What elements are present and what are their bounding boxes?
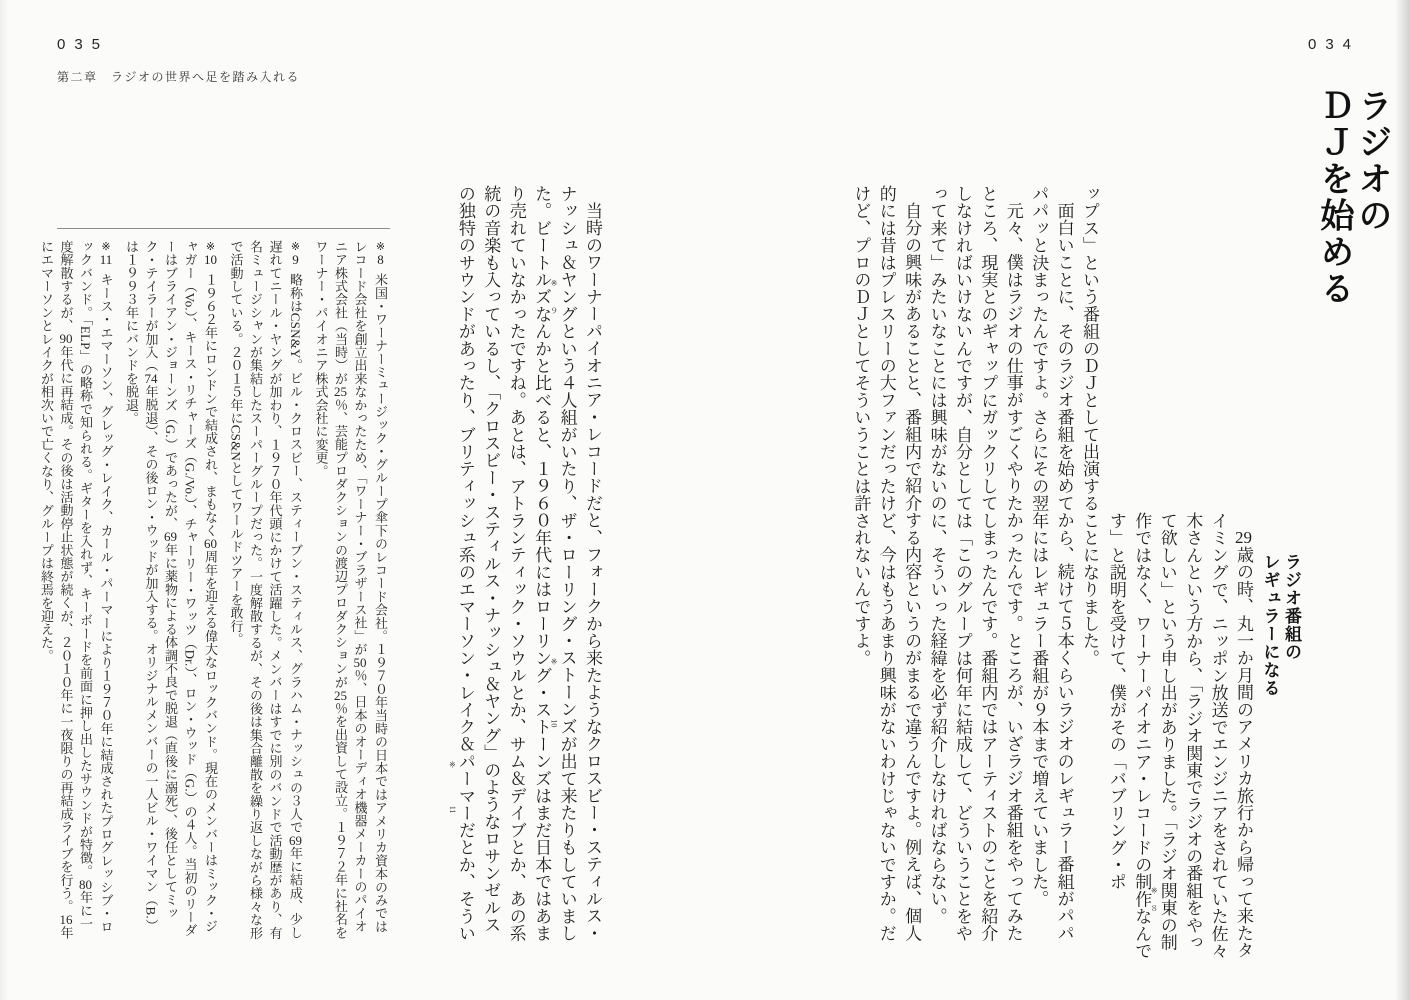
tatechuyoko-number: 60 <box>204 537 217 551</box>
footnote: ※8米国・ワーナーミュージック・グループ傘下のレコード会社。１９７０年当時の日本ではアメリカ資本のみではレコード会社を創立出来なかったため、「ワーナー・ブラザース社」が50％、日本のオーディオ機器メーカーのパイオニア株式会社（当時）が25％、芸能プロダクションの渡辺プロダクションが25％を出資して設立。１９７２年に社名をワーナー・パイオニア株式会社に変更。 <box>313 240 388 940</box>
page-edge-shadow-right <box>1395 0 1410 1000</box>
paragraph: 面白いことに、そのラジオ番組を始めてから、続けて５本くらいラジオのレギュラー番組がパパパパッと決まったんですよ。さらにその翌年にはレギュラー番組が９本まで増えていました。 <box>1029 185 1074 942</box>
tatechuyoko-number: 16 <box>59 913 73 927</box>
page-edge-shadow-left <box>0 0 9 1000</box>
footnote-reference: ストーンズ※10 <box>549 649 577 736</box>
tatechuyoko-number: 74 <box>144 372 158 385</box>
tatechuyoko-number: 69 <box>289 833 302 847</box>
tatechuyoko-number: 50 <box>353 655 367 669</box>
paragraph: 29歳の時、丸一か月間のアメリカ旅行から帰って来たタイミングで、ニッポン放送でエンジニアをされていた佐々木さんという方から、「ラジオ関東でラジオの番組をやって欲しい」という申し出がありました。「ラジオ関東※８の制作ではなく、ワーナーパイオニア・レコードの制作なんです」と説明を受けて、僕がその「バブリング・ポ <box>1106 512 1253 960</box>
chapter-title-line: ＤＪを始める <box>1315 88 1352 307</box>
chapter-title-line: ラジオの <box>1353 88 1390 234</box>
section-heading-line: ラジオ番組の <box>1282 553 1301 661</box>
page-number-left: 035 <box>57 36 110 53</box>
section-heading-line: レギュラーになる <box>1260 553 1280 697</box>
tatechuyoko-number: 80 <box>79 877 92 891</box>
footnotes <box>39 240 390 940</box>
footnote: ※11キース・エマーソン、グレッグ・レイク、カール・パーマーにより１９７０年に結成されたプログレッシブ・ロックバンド。「ELP」の略称で知られる。ギターを入れず、キーボードを前面に押し出したサウンドが特徴。80年に一度解散するが、90年代に再結成。その後は活動停止状態が続くが、２０１０年に一夜限りの再結成ライブを行う。16年にエマーソンとレイクが相次いで亡くなり、グループは終焉を迎えた。 <box>39 240 114 940</box>
footnote-divider-rule <box>57 228 390 229</box>
tatechuyoko-number: 29 <box>1235 529 1252 546</box>
chapter-header: 第二章 ラジオの世界へ足を踏み入れる <box>57 70 301 84</box>
tatechuyoko-number: 25 <box>334 385 347 399</box>
chapter-title <box>1314 88 1390 418</box>
page-number-right: 034 <box>1308 36 1361 53</box>
footnote-reference: 関東※８ <box>1149 881 1177 917</box>
footnote-reference: ヤング※９ <box>549 271 577 323</box>
tatechuyoko-number: 69 <box>164 530 177 544</box>
footnote: ※9略称はCSN&Y。ビル・クロスビー、スティーブン・スティルス、グラハム・ナッシュの３人で69年に結成、少し遅れてニール・ヤングが加わり、１９７０年代頭にかけて活躍した。メンバーはすでに別のバンドで活動歴があり、有名ミュージシャンが集結したスーパーグループだった。一度解散するが、その後は集合離散を繰り返しながら様々な形で活動している。２０１５年にCS&Nとしてワールドツアーを敢行。 <box>228 240 303 940</box>
body-text-right-upper <box>1103 512 1256 964</box>
body-text-left <box>440 185 605 947</box>
paragraph: 自分の興味があることと、番組内で紹介する内容というのがまるで違うんですよ。例えば、個人的には昔はプレスリーの大ファンだったけど、今はもうあまり興味がないわけじゃないですか。だけど、プロのＤＪとしてそういうことは許されないんですよ。 <box>851 185 922 942</box>
footnote-number: ※9 <box>289 240 301 267</box>
section-heading <box>1259 553 1302 733</box>
paragraph: 元々、僕はラジオの仕事がすごくやりたかったんです。ところが、いざラジオ番組をやってみたところ、現実とのギャップにガックリしてしまったんです。番組内ではアーティストのことを紹介しなければいけないんですが、自分としては「このグループは何年に結成して、どういうことをやって来て」みたいなことには興味がないのに、そういった経緯を必ず紹介しなければならない。 <box>927 185 1023 942</box>
footnote-number: ※8 <box>374 240 386 267</box>
footnote: ※10１９６２年にロンドンで結成され、まもなく60周年を迎える偉大なロックバンド。現在のメンバーはミック・ジャガー（Vo.）、キース・リチャーズ（G./Vo.）、チャーリー・ワッツ（Dr.）、ロン・ウッド（G.）の４人。当初のリーダーはブライアン・ジョーンズ（G.）であったが、69年に薬物による体調不良で脱退（直後に溺死）、後任としてミック・テイラーが加入（74年脱退）、その後ロン・ウッドが加入する。オリジナルメンバーの一人ビル・ワイマン（B.）は１９９３年にバンドを脱退。 <box>124 240 218 937</box>
paragraph: ップス」という番組のＤＪとして出演することになりました。 <box>1080 185 1099 667</box>
footnote-number: ※10 <box>204 240 217 267</box>
paragraph: 当時のワーナーパイオニア・レコードだと、フォークから来たようなクロスビー・スティルス・ナッシュ＆ヤング※９という４人組がいたり、ザ・ローリング・ストーンズ※10が出て来たりもしていました。ビートルズなんかと比べると、１９６０年代にはローリング・ストーンズはまだ日本ではあまり売れていなかったですね。あとは、アトランティック・ソウルとか、サム＆デイブとか、あの系統の音楽も入っているし、「クロスビー・スティルス・ナッシュ＆ヤング」のようなロサンゼルスの独特のサウンドがあったり、ブリティッシュ系のエマーソン・レイク＆パーマー※11だとか、そうい <box>447 185 602 942</box>
footnote-number: ※11 <box>99 240 113 267</box>
tatechuyoko-number: 90 <box>59 332 73 346</box>
tatechuyoko-number: 25 <box>334 688 347 702</box>
body-text-right-main <box>848 185 1102 947</box>
footnote-reference: パーマー※11 <box>447 752 475 822</box>
